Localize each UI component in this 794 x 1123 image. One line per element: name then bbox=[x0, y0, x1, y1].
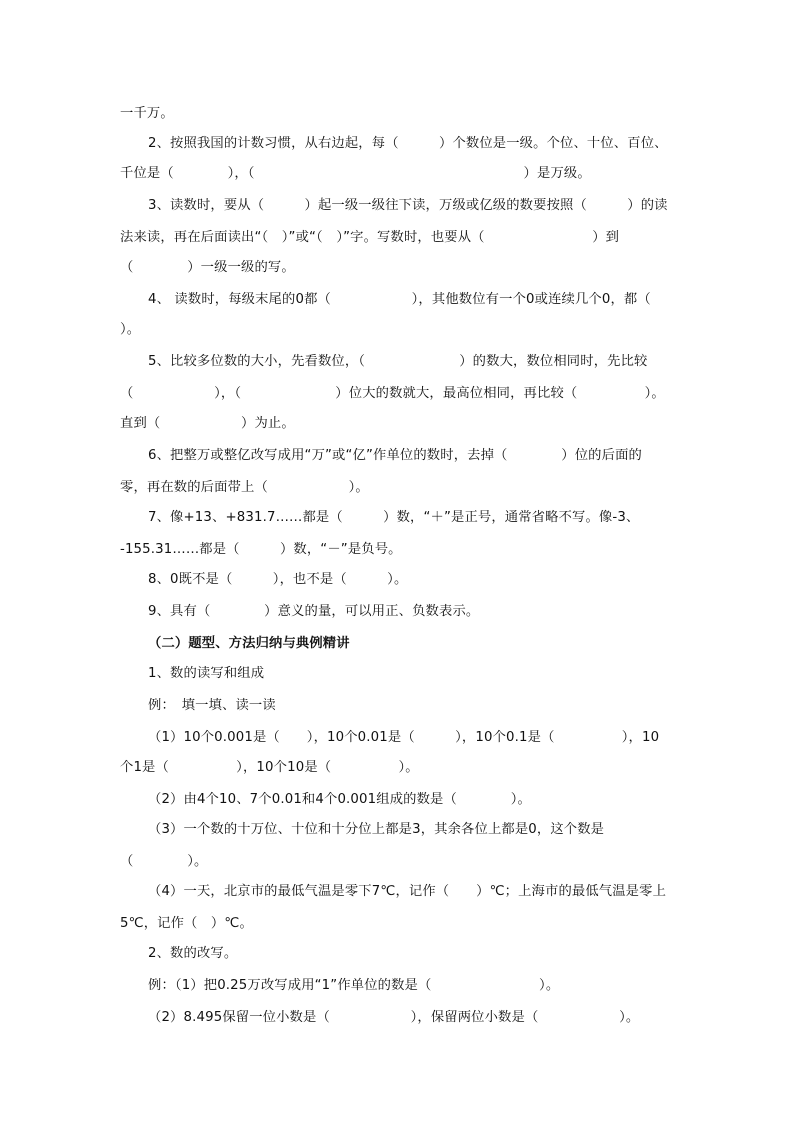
example-2-line: （2）由4个10、7个0.01和4个0.001组成的数是（ ）。 bbox=[148, 792, 531, 807]
section-heading: （二）题型、方法归纳与典例精讲 bbox=[148, 636, 350, 651]
example-1-line-1: （1）10个0.001是（ ），10个0.01是（ ），10个0.1是（ ），10 bbox=[148, 730, 660, 745]
question-3-line-3: （ ）一级一级的写。 bbox=[120, 260, 295, 275]
example-3-line-2: （ ）。 bbox=[120, 854, 208, 869]
question-2-line-2: 千位是（ ），（ ）是万级。 bbox=[120, 166, 591, 181]
question-5-line-2: （ ），（ ）位大的数就大，最高位相同，再比较（ ）。 bbox=[120, 386, 665, 401]
question-8-line: 8、0既不是（ ），也不是（ ）。 bbox=[148, 572, 408, 587]
example-1-line-2: 个1是（ ），10个10是（ ）。 bbox=[120, 760, 419, 775]
rewrite-example-2: （2）8.495保留一位小数是（ ），保留两位小数是（ ）。 bbox=[148, 1010, 640, 1025]
question-5-line-1: 5、比较多位数的大小，先看数位，（ ）的数大，数位相同时，先比较 bbox=[148, 354, 648, 369]
example-4-line-2: 5℃，记作（ ）℃。 bbox=[120, 916, 253, 931]
example-4-line-1: （4）一天，北京市的最低气温是零下7℃，记作（ ）℃；上海市的最低气温是零上 bbox=[148, 884, 667, 899]
question-6-line-1: 6、把整万或整亿改写成用“万”或“亿”作单位的数时，去掉（ ）位的后面的 bbox=[148, 448, 642, 463]
question-6-line-2: 零，再在数的后面带上（ ）。 bbox=[120, 480, 369, 495]
example-3-line-1: （3）一个数的十万位、十位和十分位上都是3，其余各位上都是0，这个数是 bbox=[148, 822, 605, 837]
question-4-line-2: ）。 bbox=[120, 322, 141, 337]
question-3-line-2: 法来读，再在后面读出“（ ）”或“（ ）”字。写数时，也要从（ ）到 bbox=[120, 230, 620, 245]
question-4-line-1: 4、 读数时，每级末尾的0都（ ），其他数位有一个0或连续几个0，都（ bbox=[148, 292, 651, 307]
question-7-line-2: -155.31……都是（ ）数，“－”是负号。 bbox=[120, 542, 402, 557]
question-5-line-3: 直到（ ）为止。 bbox=[120, 416, 295, 431]
question-7-line-1: 7、像+13、+831.7……都是（ ）数，“＋”是正号，通常省略不写。像-3、 bbox=[148, 510, 640, 525]
topic-2-heading: 2、数的改写。 bbox=[148, 946, 238, 961]
rewrite-example-1: 例：（1）把0.25万改写成用“1”作单位的数是（ ）。 bbox=[148, 978, 560, 993]
topic-1-heading: 1、数的读写和组成 bbox=[148, 666, 265, 681]
question-2-line-1: 2、按照我国的计数习惯，从右边起，每（ ）个数位是一级。个位、十位、百位、 bbox=[148, 136, 668, 151]
question-9-line: 9、具有（ ）意义的量，可以用正、负数表示。 bbox=[148, 604, 480, 619]
text-line-1: 一千万。 bbox=[120, 106, 174, 121]
question-3-line-1: 3、读数时，要从（ ）起一级一级往下读，万级或亿级的数要按照（ ）的读 bbox=[148, 198, 668, 213]
example-label-1: 例： 填一填、读一读 bbox=[148, 698, 276, 713]
